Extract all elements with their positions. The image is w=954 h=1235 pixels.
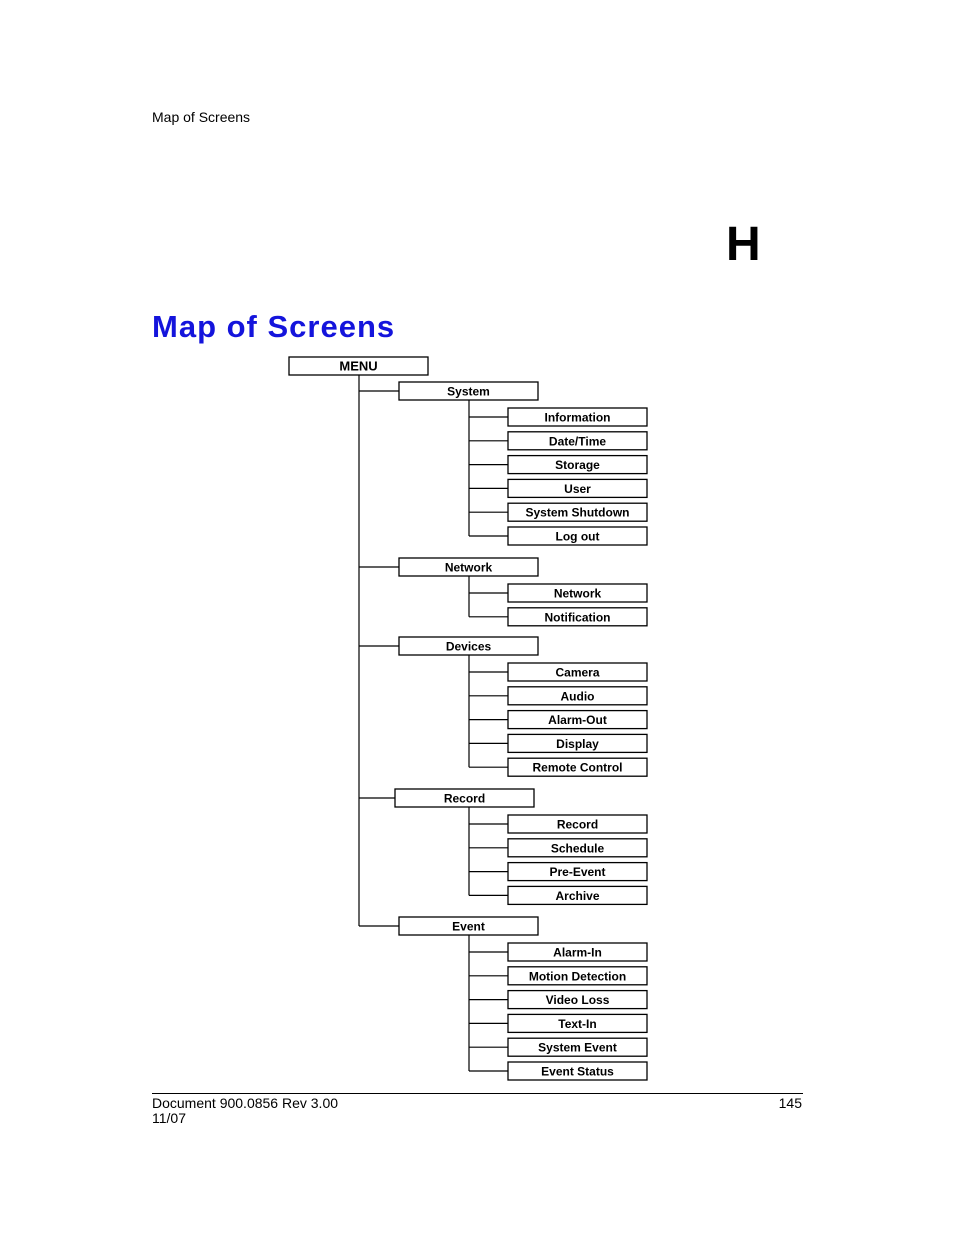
section-event-item-event-status-box-label: Event Status [541,1064,614,1079]
section-system-item-storage-box [508,456,647,474]
section-event-item-system-event-box [508,1038,647,1056]
footer-date: 11/07 [152,1110,186,1126]
section-record-box [395,789,534,807]
section-event-box [399,917,538,935]
page-title: Map of Screens [152,309,396,344]
section-devices-item-remote-control-box-label: Remote Control [532,760,623,775]
section-system-box-label: System [447,384,490,399]
section-record-item-archive-box-label: Archive [555,888,600,903]
section-devices-item-display-box [508,734,647,752]
section-system-item-system-shutdown-box-label: System Shutdown [525,505,630,520]
section-devices-item-audio-box-label: Audio [560,689,595,704]
section-system-item-user-box-label: User [564,481,591,496]
section-system-item-date-time-box [508,432,647,450]
menu-root-box-label: MENU [339,358,378,374]
section-network-item-network-box-label: Network [553,586,602,601]
section-network-item-notification-box-label: Notification [544,610,611,625]
section-event-item-motion-detection-box-label: Motion Detection [528,969,627,984]
section-system-item-information-box-label: Information [544,410,611,425]
section-devices-item-display-box-label: Display [556,736,599,751]
section-event-box-label: Event [452,919,485,934]
section-record-item-record-box [508,815,647,833]
section-network-box [399,558,538,576]
section-system-item-information-box [508,408,647,426]
section-system-item-log-out-box-label: Log out [555,529,600,544]
menu-root-box [289,357,428,375]
section-record-item-archive-box [508,886,647,904]
section-devices-item-remote-control-box [508,758,647,776]
footer-page-number: 145 [778,1095,802,1111]
footer-rule [152,1093,803,1094]
section-system-box [399,382,538,400]
section-system-item-user-box [508,479,647,497]
section-record-item-schedule-box [508,839,647,857]
section-event-item-text-in-box-label: Text-In [558,1016,597,1031]
section-record-item-pre-event-box [508,863,647,881]
section-record-item-pre-event-box-label: Pre-Event [549,865,606,880]
section-event-item-motion-detection-box [508,967,647,985]
section-record-item-schedule-box-label: Schedule [550,841,605,856]
section-event-item-system-event-box-label: System Event [538,1040,617,1055]
running-head: Map of Screens [152,109,251,125]
section-event-item-video-loss-box-label: Video Loss [545,993,610,1008]
section-event-item-alarm-in-box [508,943,647,961]
section-system-item-date-time-box-label: Date/Time [548,434,607,449]
section-network-item-notification-box [508,608,647,626]
section-devices-item-alarm-out-box-label: Alarm-Out [548,713,607,728]
section-devices-item-camera-box-label: Camera [555,665,600,680]
section-network-box-label: Network [444,560,493,575]
section-devices-item-camera-box [508,663,647,681]
section-record-box-label: Record [443,791,486,806]
section-system-item-system-shutdown-box [508,503,647,521]
section-record-item-record-box-label: Record [556,817,599,832]
chapter-letter: H [726,218,761,271]
section-event-item-event-status-box [508,1062,647,1080]
section-event-item-text-in-box [508,1014,647,1032]
section-devices-box-label: Devices [445,639,492,654]
section-devices-box [399,637,538,655]
footer-document [152,1096,338,1126]
section-event-item-alarm-in-box-label: Alarm-In [553,945,602,960]
section-devices-item-alarm-out-box [508,711,647,729]
footer-document-number: Document 900.0856 Rev 3.00 [152,1095,339,1111]
section-system-item-storage-box-label: Storage [555,458,600,473]
section-devices-item-audio-box [508,687,647,705]
section-event-item-video-loss-box [508,991,647,1009]
section-network-item-network-box [508,584,647,602]
section-system-item-log-out-box [508,527,647,545]
